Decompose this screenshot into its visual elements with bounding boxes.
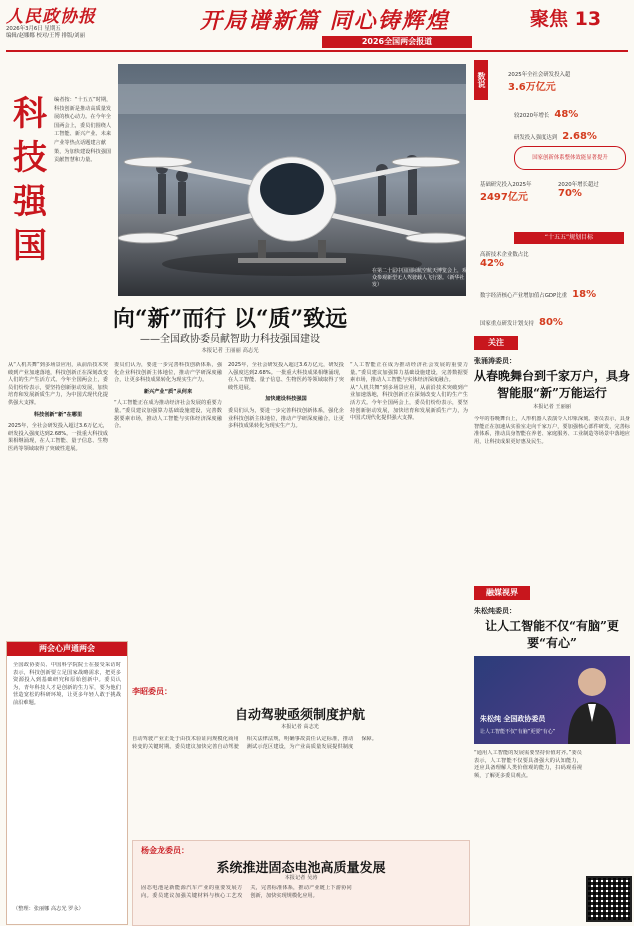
feature-column-1 xyxy=(8,362,108,632)
article-headline: 从春晚舞台到千家万户，具身智能服“新”万能运行 xyxy=(474,369,631,400)
video-thumbnail[interactable] xyxy=(474,656,630,744)
editor-line: 编辑/赵娜娜 校对/王博 排版/刘丽 xyxy=(6,33,85,39)
article-body: 今年的春晚舞台上，人形机器人表演令人印象深刻。委员表示，具身智能正在加速从实验室走向千家万户，要加强核心部件研发，完善标准体系，推动具身智能在养老、家庭服务、工业制造等场景中落地应用，让科技成果更好惠及民生。 xyxy=(474,416,630,445)
article-headline: 让人工智能不仅“有脑”更要“有心” xyxy=(485,619,619,650)
feature-byline: 本报记者 王丽丽 高志光 xyxy=(201,348,259,354)
feature-column-2 xyxy=(114,362,222,678)
feature-column-4 xyxy=(350,362,468,678)
article-body: 自动驾驶产业正处于由技术验证向规模化商用转变的关键时期。委员建议加快完善自动驾驶相关法律法规，明确事故责任认定标准，推动测试示范区建设，为产业高质量发展提供制度保障。 xyxy=(132,736,377,750)
body-text: 委员们认为，要进一步完善科技创新体系，强化企业科技创新主体地位，推动产学研深度融合，让更多科技成果转化为现实生产力。 xyxy=(114,362,222,384)
column-subhead: 科技创新“新”在哪里 xyxy=(33,411,83,418)
article-ai-heart xyxy=(474,586,630,923)
data-item: 2025年全社会研发投入超 3.6万亿元 xyxy=(508,72,571,93)
article-speaker: 朱松纯委员： xyxy=(474,606,516,615)
body-text: 2025年，全社会研发投入超过3.6万亿元，研发投入强度达到2.68%。一批重大科技成果相继涌现，在人工智能、量子信息、生物医药等领域取得了突破性进展。 xyxy=(228,362,344,391)
article-autonomous-driving xyxy=(132,680,468,838)
issue-info xyxy=(6,26,136,40)
body-text: 委员们认为，要进一步完善科技创新体系，强化企业科技创新主体地位，推动产学研深度融合，让更多科技成果转化为现实生产力。 xyxy=(228,407,344,430)
section-tag: 融媒视界 xyxy=(474,586,530,600)
section-banner: 2026全国两会报道 xyxy=(322,36,472,48)
article-headline: 系统推进固态电池高质量发展 xyxy=(216,861,386,876)
data-item: 数字经济核心产业增加值占GDP比重 18% xyxy=(480,289,597,300)
aircraft-photo-illustration xyxy=(118,64,466,296)
header-rule xyxy=(6,50,628,52)
video-subcaption: 让人工智能不仅“有脑”更要“有心” xyxy=(480,729,556,735)
editor-note: 编者按：“十五五”时期，科技创新是推动高质量发展的核心动力。在今年全国两会上，委员们围绕人工智能、新兴产业、未来产业等热点话题建言献策，为加快建设科技强国贡献智慧和力量。 xyxy=(54,97,112,164)
sidebar-box xyxy=(6,641,128,925)
body-text: 从“人机共舞”到多场景应用，从前沿技术突破到产业加速落地，科技创新正在深刻改变人们的生产生活方式。今年全国两会上，委员们纷纷表示，要坚持创新驱动发展，加快培育和发展新质生产力，为中国式现代化提供强大支撑。 xyxy=(8,362,108,406)
data-item: 高新技术企业数占比 42% xyxy=(480,252,529,269)
data-item: 较2020年增长 48% xyxy=(514,109,579,120)
vertical-title xyxy=(8,92,52,268)
data-item: 国家重点研发计划支持 80% xyxy=(480,317,563,328)
data-item: 基础研究投入2025年 2497亿元 xyxy=(480,182,532,203)
masthead-logo: 人民政协报 xyxy=(6,7,96,27)
article-byline: 本报记者 王丽丽 xyxy=(533,404,571,410)
article-speaker: 张涌涛委员： xyxy=(474,356,516,365)
article-embodied-ai xyxy=(474,336,630,584)
section-tag: 关注 xyxy=(474,336,518,350)
data-panel-label: 数说 xyxy=(474,60,488,100)
date-line: 2026年3月6日 星期五 xyxy=(6,26,61,32)
data-goal-banner: “十五五”规划目标 xyxy=(514,232,624,244)
body-text: 2025年，全社会研发投入超过3.6万亿元，研发投入强度达到2.68%。一批重大科技成果相继涌现，在人工智能、量子信息、生物医药等领域取得了突破性进展。 xyxy=(8,423,108,452)
article-speaker: 李昭委员： xyxy=(132,686,172,696)
article-solid-battery xyxy=(132,840,470,926)
data-goal-badge: 国家创新体系整体效能显著提升 xyxy=(514,146,626,170)
feature-photo xyxy=(118,64,466,296)
body-text: “人工智能正在成为推动经济社会发展的重要力量。”委员建议加强算力基础设施建设，完善数据要素市场，推动人工智能与实体经济深度融合。 xyxy=(114,400,222,430)
column-subhead: 加快建设科技强国 xyxy=(265,396,307,403)
data-panel xyxy=(474,60,630,330)
article-headline: 自动驾驶亟须制度护航 xyxy=(234,708,365,723)
feature-column-3 xyxy=(228,362,344,678)
article-body: “通用人工智能的发展需要坚持价值对齐。”委员表示，人工智能不仅要具备强大的认知能力，还应具备理解人类价值观的能力，扫码观看视频，了解更多委员观点。 xyxy=(474,750,582,779)
feature-headline: 向“新”而行 以“质”致远 xyxy=(112,306,348,332)
vertical-title-char: 强 xyxy=(13,182,47,222)
column-subhead: 新兴产业“质”从何来 xyxy=(143,388,193,395)
article-byline: 本报记者 高志光 xyxy=(281,724,319,730)
body-text: 从“人机共舞”到多场景应用，从前沿技术突破到产业加速落地，科技创新正在深刻改变人们的生产生活方式。今年全国两会上，委员们纷纷表示，要坚持创新驱动发展，加快培育和发展新质生产力，为中国式现代化提供强大支撑。 xyxy=(350,384,468,422)
body-text: “人工智能正在成为推动经济社会发展的重要力量。”委员建议加强算力基础设施建设，完善数据要素市场，推动人工智能与实体经济深度融合。 xyxy=(350,362,468,384)
photo-caption: 在第二十届中国国际航空航天博览会上，观众参观新型无人驾驶载人飞行器。（新华社发） xyxy=(372,268,468,288)
article-speaker: 杨金龙委员： xyxy=(141,845,189,855)
vertical-title-char: 科 xyxy=(13,94,47,134)
data-item: 研发投入强度达到 2.68% xyxy=(514,131,597,142)
sidebar-title: 两会心声通两会 xyxy=(7,642,127,656)
data-item: 2020年增长超过 70% xyxy=(558,182,599,199)
article-byline: 本报记者 吴涛 xyxy=(284,875,318,881)
article-body: 固态电池是新能源汽车产业的重要发展方向。委员建议加强关键材料与核心工艺攻关，完善标准体系，推动产业链上下游协同创新，加快实现规模化应用。 xyxy=(141,885,352,899)
slogan: 开局谱新篇 同心铸辉煌 xyxy=(200,8,450,34)
section-title: 聚焦 13 xyxy=(530,8,602,30)
qr-code-icon[interactable] xyxy=(586,876,632,922)
video-caption: 朱松纯 全国政协委员 xyxy=(480,715,546,723)
vertical-title-char: 技 xyxy=(13,138,47,178)
sidebar-byline: （整理：张丽娜 高志光 罗永） xyxy=(13,906,84,912)
feature-subhead: ——全国政协委员献智助力科技强国建设 xyxy=(140,334,320,345)
vertical-title-char: 国 xyxy=(13,226,47,266)
sidebar-body: 全国政协委员、中国科学院院士在接受采访时表示，科技创新要立足国家战略需求，把更多资源投入到基础研究和原始创新中。委员认为，青年科技人才是创新的生力军，要为他们营造宽松的科研环境，让更多年轻人敢于挑战前沿难题。 xyxy=(13,662,121,706)
